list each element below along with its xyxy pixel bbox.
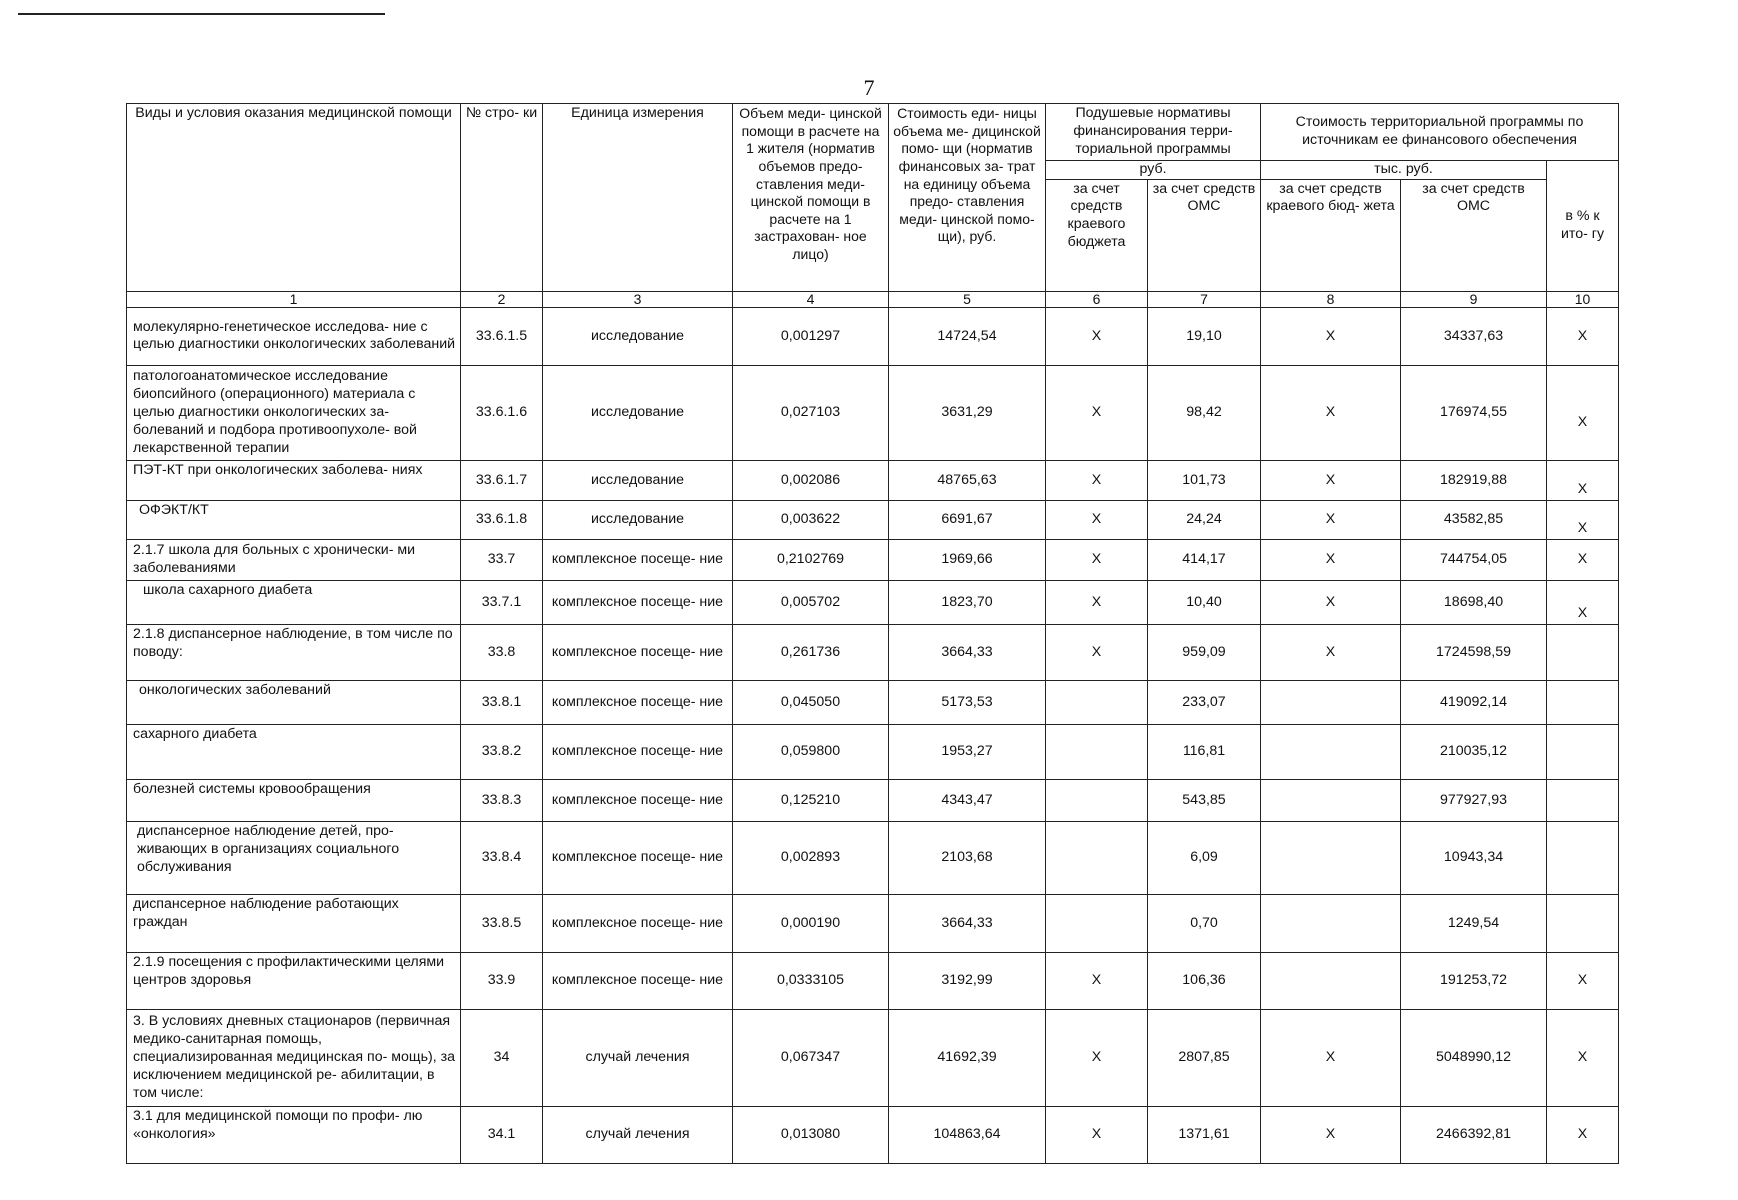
table-row (127, 1009, 1619, 1106)
unit-cell: исследование (543, 365, 733, 460)
column-number: 7 (1148, 291, 1261, 307)
regional-budget-rub-cell: X (1046, 1106, 1148, 1163)
percent-total-cell (1547, 680, 1619, 724)
care-type-cell: 3.1 для медицинской помощи по профи- лю «онкология» (127, 1106, 461, 1163)
unit-cell: комплексное посеще- ние (543, 539, 733, 580)
header-care-type: Виды и условия оказания медицинской помощи (127, 104, 461, 292)
regional-budget-rub-cell: X (1046, 580, 1148, 624)
percent-total-cell (1547, 894, 1619, 952)
header-percent-total: в % к ито- гу (1547, 160, 1619, 291)
percent-total-cell: X (1547, 500, 1619, 539)
care-type-cell: сахарного диабета (127, 724, 461, 779)
unit-cost-cell: 1823,70 (889, 580, 1046, 624)
oms-thousand-cell: 43582,85 (1401, 500, 1547, 539)
unit-cell: исследование (543, 500, 733, 539)
line-number-cell: 34.1 (461, 1106, 543, 1163)
column-number: 3 (543, 291, 733, 307)
volume-cell: 0,067347 (733, 1009, 889, 1106)
regional-budget-thousand-cell: X (1261, 307, 1401, 365)
oms-rub-cell: 19,10 (1148, 307, 1261, 365)
line-number-cell: 33.8.4 (461, 821, 543, 894)
percent-total-cell (1547, 624, 1619, 680)
line-number-cell: 34 (461, 1009, 543, 1106)
care-type-cell: ПЭТ-КТ при онкологических заболева- ниях (127, 460, 461, 500)
oms-rub-cell: 10,40 (1148, 580, 1261, 624)
oms-rub-cell: 959,09 (1148, 624, 1261, 680)
unit-cell: комплексное посеще- ние (543, 624, 733, 680)
unit-cell: комплексное посеще- ние (543, 952, 733, 1009)
care-type-cell: ОФЭКТ/КТ (127, 500, 461, 539)
volume-cell: 0,045050 (733, 680, 889, 724)
volume-cell: 0,013080 (733, 1106, 889, 1163)
volume-cell: 0,261736 (733, 624, 889, 680)
regional-budget-thousand-cell: X (1261, 1106, 1401, 1163)
volume-cell: 0,2102769 (733, 539, 889, 580)
column-number: 5 (889, 291, 1046, 307)
regional-budget-rub-cell: X (1046, 365, 1148, 460)
percent-total-cell: X (1547, 539, 1619, 580)
oms-thousand-cell: 977927,93 (1401, 779, 1547, 821)
line-number-cell: 33.8.1 (461, 680, 543, 724)
table-row (127, 894, 1619, 952)
volume-cell: 0,003622 (733, 500, 889, 539)
regional-budget-rub-cell: X (1046, 500, 1148, 539)
line-number-cell: 33.7.1 (461, 580, 543, 624)
header-unit: Единица измерения (543, 104, 733, 292)
volume-cell: 0,000190 (733, 894, 889, 952)
line-number-cell: 33.6.1.5 (461, 307, 543, 365)
table-row (127, 952, 1619, 1009)
regional-budget-thousand-cell: X (1261, 365, 1401, 460)
table-row (127, 624, 1619, 680)
oms-thousand-cell: 18698,40 (1401, 580, 1547, 624)
column-number: 2 (461, 291, 543, 307)
oms-thousand-cell: 744754,05 (1401, 539, 1547, 580)
oms-thousand-cell: 419092,14 (1401, 680, 1547, 724)
volume-cell: 0,059800 (733, 724, 889, 779)
line-number-cell: 33.7 (461, 539, 543, 580)
column-number: 10 (1547, 291, 1619, 307)
care-type-cell: диспансерное наблюдение работающих граждан (127, 894, 461, 952)
regional-budget-thousand-cell (1261, 952, 1401, 1009)
header-regional-budget-rub: за счет средств краевого бюджета (1046, 179, 1148, 291)
oms-rub-cell: 116,81 (1148, 724, 1261, 779)
unit-cost-cell: 14724,54 (889, 307, 1046, 365)
unit-cell: комплексное посеще- ние (543, 779, 733, 821)
regional-budget-rub-cell: X (1046, 307, 1148, 365)
line-number-cell: 33.8 (461, 624, 543, 680)
regional-budget-rub-cell (1046, 680, 1148, 724)
percent-total-cell: X (1547, 307, 1619, 365)
oms-rub-cell: 543,85 (1148, 779, 1261, 821)
regional-budget-thousand-cell: X (1261, 624, 1401, 680)
regional-budget-thousand-cell (1261, 724, 1401, 779)
unit-cell: комплексное посеще- ние (543, 894, 733, 952)
oms-thousand-cell: 10943,34 (1401, 821, 1547, 894)
regional-budget-thousand-cell (1261, 821, 1401, 894)
table-row (127, 821, 1619, 894)
oms-rub-cell: 6,09 (1148, 821, 1261, 894)
column-number: 9 (1401, 291, 1547, 307)
percent-total-cell (1547, 821, 1619, 894)
oms-rub-cell: 24,24 (1148, 500, 1261, 539)
table-row (127, 779, 1619, 821)
table-row (127, 539, 1619, 580)
regional-budget-thousand-cell: X (1261, 1009, 1401, 1106)
care-type-cell: патологоанатомическое исследование биопсийного (операционного) материала с целью диагностики онкологических за- болеваний и подбора противоопухоле- вой лекарственной терапии (127, 365, 461, 460)
unit-cell: комплексное посеще- ние (543, 580, 733, 624)
unit-cost-cell: 3664,33 (889, 894, 1046, 952)
care-type-cell: молекулярно-генетическое исследова- ние с целью диагностики онкологических заболеваний (127, 307, 461, 365)
line-number-cell: 33.9 (461, 952, 543, 1009)
unit-cost-cell: 48765,63 (889, 460, 1046, 500)
unit-cost-cell: 4343,47 (889, 779, 1046, 821)
oms-thousand-cell: 2466392,81 (1401, 1106, 1547, 1163)
regional-budget-thousand-cell (1261, 779, 1401, 821)
unit-cost-cell: 1953,27 (889, 724, 1046, 779)
oms-rub-cell: 2807,85 (1148, 1009, 1261, 1106)
care-type-cell: диспансерное наблюдение детей, про- живающих в организациях социального обслуживания (127, 821, 461, 894)
regional-budget-rub-cell: X (1046, 1009, 1148, 1106)
oms-rub-cell: 414,17 (1148, 539, 1261, 580)
table-row (127, 1106, 1619, 1163)
regional-budget-thousand-cell (1261, 680, 1401, 724)
percent-total-cell (1547, 724, 1619, 779)
header-regional-budget-thousand: за счет средств краевого бюд- жета (1261, 179, 1401, 291)
regional-budget-rub-cell (1046, 779, 1148, 821)
unit-cost-cell: 1969,66 (889, 539, 1046, 580)
care-type-cell: 2.1.8 диспансерное наблюдение, в том числе по поводу: (127, 624, 461, 680)
oms-thousand-cell: 210035,12 (1401, 724, 1547, 779)
table-row (127, 460, 1619, 500)
table-row (127, 680, 1619, 724)
volume-cell: 0,125210 (733, 779, 889, 821)
oms-rub-cell: 1371,61 (1148, 1106, 1261, 1163)
volume-cell: 0,0333105 (733, 952, 889, 1009)
table-row (127, 724, 1619, 779)
unit-cost-cell: 3192,99 (889, 952, 1046, 1009)
care-type-cell: онкологических заболеваний (127, 680, 461, 724)
percent-total-cell (1547, 779, 1619, 821)
regional-budget-rub-cell: X (1046, 460, 1148, 500)
unit-cost-cell: 3631,29 (889, 365, 1046, 460)
page-number: 7 (863, 75, 875, 100)
table-row (127, 580, 1619, 624)
care-type-cell: болезней системы кровообращения (127, 779, 461, 821)
percent-total-cell: X (1547, 1009, 1619, 1106)
program-cost-table (126, 103, 1619, 1164)
unit-cell: комплексное посеще- ние (543, 821, 733, 894)
care-type-cell: школа сахарного диабета (127, 580, 461, 624)
line-number-cell: 33.8.5 (461, 894, 543, 952)
care-type-cell: 2.1.9 посещения с профилактическими целями центров здоровья (127, 952, 461, 1009)
column-number: 1 (127, 291, 461, 307)
care-type-cell: 2.1.7 школа для больных с хронически- ми заболеваниями (127, 539, 461, 580)
volume-cell: 0,002086 (733, 460, 889, 500)
header-per-capita-norms: Подушевые нормативы финансирования терри- ториальной программы (1046, 104, 1261, 161)
column-number-row (127, 291, 1619, 307)
header-volume: Объем меди- цинской помощи в расчете на 1 жителя (норматив объемов предо- ставления меди- цинской помощи в расчете на 1 застрахован- ное лицо) (733, 104, 889, 292)
unit-cell: случай лечения (543, 1009, 733, 1106)
volume-cell: 0,002893 (733, 821, 889, 894)
regional-budget-thousand-cell: X (1261, 580, 1401, 624)
oms-thousand-cell: 176974,55 (1401, 365, 1547, 460)
percent-total-cell: X (1547, 952, 1619, 1009)
header-unit-rub: руб. (1046, 160, 1261, 179)
regional-budget-rub-cell (1046, 894, 1148, 952)
column-number: 4 (733, 291, 889, 307)
unit-cell: комплексное посеще- ние (543, 680, 733, 724)
regional-budget-rub-cell: X (1046, 624, 1148, 680)
percent-total-cell: X (1547, 365, 1619, 460)
unit-cell: исследование (543, 460, 733, 500)
unit-cell: случай лечения (543, 1106, 733, 1163)
table-row (127, 500, 1619, 539)
regional-budget-thousand-cell: X (1261, 500, 1401, 539)
volume-cell: 0,027103 (733, 365, 889, 460)
header-oms-thousand: за счет средств ОМС (1401, 179, 1547, 291)
line-number-cell: 33.8.2 (461, 724, 543, 779)
header-unit-cost: Стоимость еди- ницы объема ме- дицинской помо- щи (норматив финансовых за- трат на единицу объема предо- ставления меди- цинской помо- щи), руб. (889, 104, 1046, 292)
oms-rub-cell: 101,73 (1148, 460, 1261, 500)
line-number-cell: 33.6.1.6 (461, 365, 543, 460)
oms-thousand-cell: 5048990,12 (1401, 1009, 1547, 1106)
care-type-cell: 3. В условиях дневных стационаров (первичная медико-санитарная помощь, специализированная медицинская по- мощь), за исключением медицинской ре- абилитации, в том числе: (127, 1009, 461, 1106)
oms-thousand-cell: 1724598,59 (1401, 624, 1547, 680)
regional-budget-thousand-cell (1261, 894, 1401, 952)
regional-budget-rub-cell: X (1046, 952, 1148, 1009)
regional-budget-rub-cell (1046, 724, 1148, 779)
header-oms-rub: за счет средств ОМС (1148, 179, 1261, 291)
top-rule (18, 13, 385, 15)
oms-thousand-cell: 182919,88 (1401, 460, 1547, 500)
oms-rub-cell: 106,36 (1148, 952, 1261, 1009)
unit-cost-cell: 104863,64 (889, 1106, 1046, 1163)
line-number-cell: 33.6.1.7 (461, 460, 543, 500)
table-row (127, 307, 1619, 365)
unit-cost-cell: 2103,68 (889, 821, 1046, 894)
line-number-cell: 33.6.1.8 (461, 500, 543, 539)
percent-total-cell: X (1547, 1106, 1619, 1163)
volume-cell: 0,005702 (733, 580, 889, 624)
oms-rub-cell: 233,07 (1148, 680, 1261, 724)
oms-thousand-cell: 191253,72 (1401, 952, 1547, 1009)
unit-cell: исследование (543, 307, 733, 365)
header-unit-thousand-rub: тыс. руб. (1261, 160, 1547, 179)
regional-budget-rub-cell: X (1046, 539, 1148, 580)
line-number-cell: 33.8.3 (461, 779, 543, 821)
oms-rub-cell: 0,70 (1148, 894, 1261, 952)
regional-budget-rub-cell (1046, 821, 1148, 894)
percent-total-cell: X (1547, 580, 1619, 624)
oms-thousand-cell: 34337,63 (1401, 307, 1547, 365)
oms-rub-cell: 98,42 (1148, 365, 1261, 460)
unit-cost-cell: 5173,53 (889, 680, 1046, 724)
unit-cost-cell: 3664,33 (889, 624, 1046, 680)
regional-budget-thousand-cell: X (1261, 460, 1401, 500)
regional-budget-thousand-cell: X (1261, 539, 1401, 580)
unit-cost-cell: 41692,39 (889, 1009, 1046, 1106)
table-row (127, 365, 1619, 460)
header-program-cost: Стоимость территориальной программы по источникам ее финансового обеспечения (1261, 104, 1619, 161)
unit-cost-cell: 6691,67 (889, 500, 1046, 539)
volume-cell: 0,001297 (733, 307, 889, 365)
column-number: 8 (1261, 291, 1401, 307)
unit-cell: комплексное посеще- ние (543, 724, 733, 779)
column-number: 6 (1046, 291, 1148, 307)
oms-thousand-cell: 1249,54 (1401, 894, 1547, 952)
percent-total-cell: X (1547, 460, 1619, 500)
header-line-number: № стро- ки (461, 104, 543, 292)
